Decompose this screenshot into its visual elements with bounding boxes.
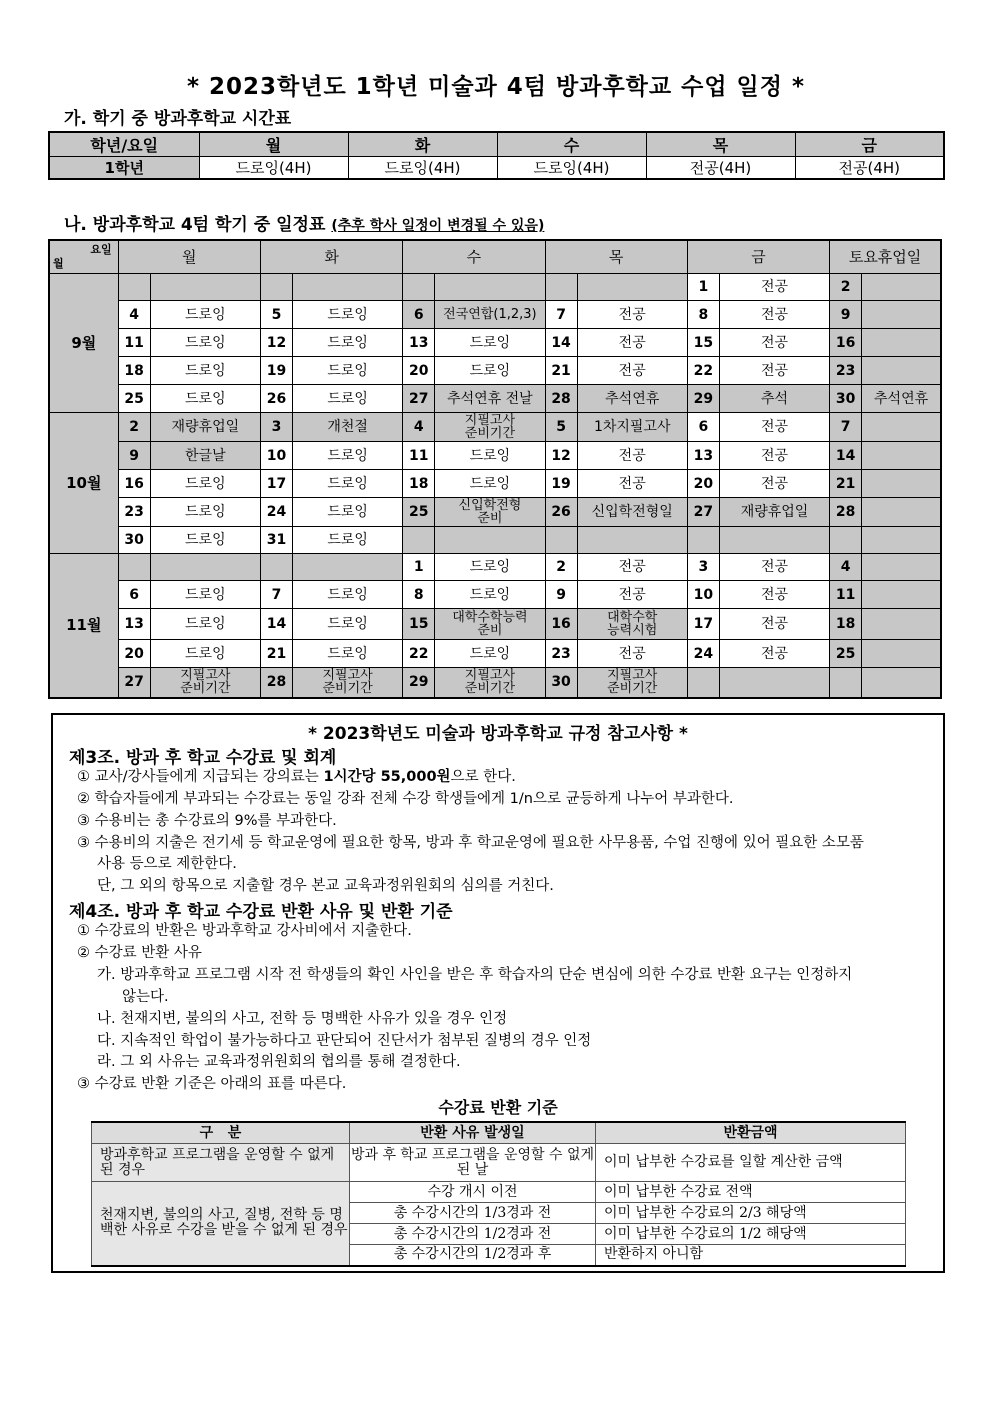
calendar-day: 12 — [260, 329, 292, 357]
calendar-header: 토요휴업일 — [830, 240, 941, 274]
calendar-row — [49, 413, 941, 442]
calendar-event: 드로잉 — [293, 470, 403, 498]
calendar-day: 5 — [260, 301, 292, 329]
calendar-row — [49, 329, 941, 357]
calendar-row — [49, 442, 941, 470]
calendar-row — [49, 357, 941, 385]
article-4-heading: 제4조. 방과 후 학교 수강료 반환 사유 및 반환 기준 — [69, 902, 453, 922]
timetable-cell: 전공(4H) — [795, 157, 944, 180]
calendar-day: 21 — [830, 470, 862, 498]
calendar-day — [830, 668, 862, 698]
calendar-row — [49, 301, 941, 329]
calendar-day: 14 — [545, 329, 577, 357]
calendar-row — [49, 554, 941, 581]
calendar-event: 한글날 — [150, 442, 260, 470]
calendar-day: 16 — [118, 470, 150, 498]
calendar-day: 18 — [403, 470, 435, 498]
refund-category: 방과후학교 프로그램을 운영할 수 없게 된 경우 — [92, 1144, 350, 1182]
article-3-item-4-cont: 사용 등으로 제한한다. — [97, 856, 237, 872]
calendar-event — [862, 329, 941, 357]
calendar-day: 25 — [118, 385, 150, 413]
calendar-event: 드로잉 — [150, 385, 260, 413]
calendar-event: 드로잉 — [293, 385, 403, 413]
corner-day-label: 요일 — [90, 243, 112, 256]
calendar-event: 전공 — [719, 581, 829, 609]
article-3-item-3: ③ 수용비는 총 수강료의 9%를 부과한다. — [77, 813, 337, 829]
timetable-cell: 전공(4H) — [646, 157, 795, 180]
calendar-day: 20 — [403, 357, 435, 385]
calendar-day: 1 — [687, 274, 719, 301]
refund-category: 천재지변, 불의의 사고, 질병, 전학 등 명백한 사유로 수강을 받을 수 없게 된 경우 — [92, 1182, 350, 1266]
calendar-day: 15 — [687, 329, 719, 357]
calendar-day — [687, 527, 719, 554]
calendar-event: 전공 — [719, 301, 829, 329]
calendar-event: 드로잉 — [293, 498, 403, 527]
calendar-event — [862, 301, 941, 329]
calendar-day: 8 — [403, 581, 435, 609]
calendar-day: 22 — [687, 357, 719, 385]
refund-header: 반환금액 — [596, 1122, 906, 1144]
calendar-day: 17 — [260, 470, 292, 498]
calendar-event — [150, 274, 260, 301]
calendar-event: 드로잉 — [150, 581, 260, 609]
calendar-event: 신입학전형 준비 — [435, 498, 545, 527]
article-4-sub-ga-cont: 않는다. — [122, 989, 169, 1005]
calendar-day — [545, 274, 577, 301]
article-3-item-1: ① 교사/강사들에게 지급되는 강의료는 1시간당 55,000원으로 한다. — [77, 769, 516, 785]
calendar-event — [577, 527, 687, 554]
refund-amount: 반환하지 아니함 — [596, 1245, 906, 1266]
calendar-day: 23 — [545, 640, 577, 668]
calendar-event: 드로잉 — [435, 581, 545, 609]
calendar-day: 25 — [830, 640, 862, 668]
calendar-event: 전공 — [719, 640, 829, 668]
calendar-event — [862, 442, 941, 470]
calendar-row — [49, 668, 941, 698]
calendar-event: 드로잉 — [435, 554, 545, 581]
calendar-day: 5 — [545, 413, 577, 442]
calendar-day: 13 — [403, 329, 435, 357]
calendar-event — [862, 413, 941, 442]
corner-month-label: 월 — [53, 257, 64, 270]
calendar-day — [545, 527, 577, 554]
calendar-event: 지필고사 준비기간 — [293, 668, 403, 698]
calendar-day: 7 — [545, 301, 577, 329]
calendar-day: 30 — [118, 527, 150, 554]
calendar-event: 전공 — [719, 554, 829, 581]
calendar-day: 10 — [687, 581, 719, 609]
calendar-event: 개천절 — [293, 413, 403, 442]
article-3-item-2: ② 학습자들에게 부과되는 수강료는 동일 강좌 전체 수강 학생들에게 1/n으로 균등하게 나누어 부과한다. — [77, 791, 734, 807]
calendar-day: 23 — [118, 498, 150, 527]
calendar-day: 29 — [687, 385, 719, 413]
refund-header: 반환 사유 발생일 — [350, 1122, 596, 1144]
refund-amount: 이미 납부한 수강료를 일할 계산한 금액 — [596, 1144, 906, 1182]
calendar-day: 24 — [687, 640, 719, 668]
calendar-day: 27 — [687, 498, 719, 527]
calendar-event: 드로잉 — [435, 470, 545, 498]
timetable-header: 화 — [348, 132, 497, 157]
calendar-day: 14 — [830, 442, 862, 470]
article-4-item-3: ③ 수강료 반환 기준은 아래의 표를 따른다. — [77, 1076, 347, 1092]
refund-when: 총 수강시간의 1/2경과 후 — [350, 1245, 596, 1266]
calendar-header: 월 — [118, 240, 260, 274]
timetable-cell: 드로잉(4H) — [199, 157, 348, 180]
calendar-event: 드로잉 — [435, 357, 545, 385]
calendar-event: 지필고사 준비기간 — [435, 668, 545, 698]
calendar-event — [862, 527, 941, 554]
calendar-event — [862, 581, 941, 609]
timetable-header: 금 — [795, 132, 944, 157]
timetable-header: 목 — [646, 132, 795, 157]
refund-table-caption: 수강료 반환 기준 — [438, 1098, 558, 1117]
calendar-day — [687, 668, 719, 698]
calendar-day — [403, 274, 435, 301]
calendar-event: 드로잉 — [150, 640, 260, 668]
calendar-day: 21 — [260, 640, 292, 668]
timetable-header: 월 — [199, 132, 348, 157]
calendar-event: 드로잉 — [293, 581, 403, 609]
calendar-day: 2 — [118, 413, 150, 442]
calendar-day — [118, 554, 150, 581]
calendar-event — [293, 554, 403, 581]
calendar-event: 드로잉 — [435, 442, 545, 470]
calendar-day: 3 — [687, 554, 719, 581]
calendar-event: 대학수학능력 준비 — [435, 609, 545, 640]
calendar-event: 드로잉 — [435, 329, 545, 357]
calendar-event — [862, 357, 941, 385]
calendar-event: 전공 — [577, 581, 687, 609]
timetable-cell: 드로잉(4H) — [348, 157, 497, 180]
calendar-day: 30 — [545, 668, 577, 698]
timetable-header: 학년/요일 — [49, 132, 199, 157]
article-4-item-1: ① 수강료의 반환은 방과후학교 강사비에서 지출한다. — [77, 923, 412, 939]
refund-amount: 이미 납부한 수강료 전액 — [596, 1182, 906, 1203]
article-4-sub-ra: 라. 그 외 사유는 교육과정위원회의 협의를 통해 결정한다. — [97, 1054, 461, 1070]
refund-when: 수강 개시 이전 — [350, 1182, 596, 1203]
calendar-day: 6 — [118, 581, 150, 609]
calendar-day: 28 — [545, 385, 577, 413]
calendar-event — [862, 640, 941, 668]
calendar-day: 20 — [118, 640, 150, 668]
calendar-event: 재량휴업일 — [719, 498, 829, 527]
calendar-day: 16 — [830, 329, 862, 357]
calendar-row — [49, 640, 941, 668]
calendar-day: 26 — [545, 498, 577, 527]
rules-title: * 2023학년도 미술과 방과후학교 규정 참고사항 * — [308, 724, 688, 744]
calendar-header: 금 — [687, 240, 829, 274]
calendar-day: 3 — [260, 413, 292, 442]
calendar-day: 20 — [687, 470, 719, 498]
article-4-item-2: ② 수강료 반환 사유 — [77, 945, 202, 961]
calendar-event — [862, 668, 941, 698]
calendar-day: 27 — [403, 385, 435, 413]
calendar-day — [830, 527, 862, 554]
corner-cell — [49, 240, 118, 274]
calendar-event: 추석 — [719, 385, 829, 413]
section-b-title: 나. 방과후학교 4텀 학기 중 일정표 — [64, 215, 326, 235]
article-4-sub-na: 나. 천재지변, 불의의 사고, 전학 등 명백한 사유가 있을 경우 인정 — [97, 1011, 508, 1027]
month-label: 10월 — [49, 413, 118, 554]
calendar-day: 24 — [260, 498, 292, 527]
section-b-note: (추후 학사 일정이 변경될 수 있음) — [331, 218, 545, 234]
calendar-event: 전공 — [577, 442, 687, 470]
calendar-event: 전공 — [577, 357, 687, 385]
calendar-event: 드로잉 — [150, 498, 260, 527]
calendar-day — [403, 527, 435, 554]
calendar-day: 18 — [118, 357, 150, 385]
calendar-event — [862, 554, 941, 581]
month-label: 11월 — [49, 554, 118, 698]
rules-box — [51, 713, 945, 1273]
calendar-day — [118, 274, 150, 301]
calendar-row — [49, 385, 941, 413]
calendar-event: 전공 — [719, 274, 829, 301]
article-3-item-4: ③ 수용비의 지출은 전기세 등 학교운영에 필요한 항목, 방과 후 학교운영에 필요한 사무용품, 수업 진행에 있어 필요한 소모품 — [77, 835, 864, 851]
calendar-event — [719, 527, 829, 554]
calendar-event: 드로잉 — [150, 357, 260, 385]
timetable — [48, 131, 945, 180]
calendar-event: 드로잉 — [293, 301, 403, 329]
article-3-item-4-note: 단, 그 외의 항목으로 지출할 경우 본교 교육과정위원회의 심의를 거친다. — [97, 878, 554, 894]
calendar-header: 목 — [545, 240, 687, 274]
month-label: 9월 — [49, 274, 118, 413]
calendar-event: 드로잉 — [293, 527, 403, 554]
calendar-day: 21 — [545, 357, 577, 385]
calendar-day: 22 — [403, 640, 435, 668]
calendar-day: 19 — [545, 470, 577, 498]
calendar-row — [49, 527, 941, 554]
calendar-event: 드로잉 — [293, 329, 403, 357]
calendar-day: 26 — [260, 385, 292, 413]
calendar-event: 전공 — [719, 470, 829, 498]
calendar-event: 드로잉 — [435, 640, 545, 668]
calendar-day: 14 — [260, 609, 292, 640]
calendar-day: 29 — [403, 668, 435, 698]
calendar-event — [862, 609, 941, 640]
calendar-day: 19 — [260, 357, 292, 385]
calendar-event: 지필고사 준비기간 — [577, 668, 687, 698]
calendar-day: 4 — [830, 554, 862, 581]
calendar-event: 전공 — [577, 554, 687, 581]
calendar-event: 추석연휴 — [577, 385, 687, 413]
calendar-event: 전공 — [719, 329, 829, 357]
calendar-event — [719, 668, 829, 698]
article-4-sub-da: 다. 지속적인 학업이 불가능하다고 판단되어 진단서가 첨부된 질병의 경우 인정 — [97, 1033, 592, 1049]
calendar-day: 12 — [545, 442, 577, 470]
calendar-event: 전공 — [577, 470, 687, 498]
calendar-day: 6 — [403, 301, 435, 329]
calendar-event — [150, 554, 260, 581]
calendar-event: 드로잉 — [150, 329, 260, 357]
calendar-day: 18 — [830, 609, 862, 640]
calendar-event: 드로잉 — [293, 357, 403, 385]
calendar-event: 대학수학 능력시험 — [577, 609, 687, 640]
calendar-day: 25 — [403, 498, 435, 527]
section-a-heading: 가. 학기 중 방과후학교 시간표 — [64, 109, 292, 129]
calendar-day: 7 — [260, 581, 292, 609]
calendar-header: 수 — [403, 240, 545, 274]
calendar-event: 전공 — [577, 301, 687, 329]
calendar-event — [862, 470, 941, 498]
calendar-row — [49, 581, 941, 609]
calendar-event: 전공 — [719, 609, 829, 640]
calendar-day: 4 — [403, 413, 435, 442]
calendar-row — [49, 609, 941, 640]
refund-when: 총 수강시간의 1/2경과 전 — [350, 1224, 596, 1245]
calendar-day: 8 — [687, 301, 719, 329]
timetable-grade: 1학년 — [49, 157, 199, 180]
calendar-day — [260, 554, 292, 581]
calendar-day: 31 — [260, 527, 292, 554]
calendar-day: 4 — [118, 301, 150, 329]
calendar-day: 15 — [403, 609, 435, 640]
calendar-day: 9 — [118, 442, 150, 470]
article-4-sub-ga: 가. 방과후학교 프로그램 시작 전 학생들의 확인 사인을 받은 후 학습자의 단순 변심에 의한 수강료 반환 요구는 인정하지 — [97, 967, 853, 983]
calendar-day: 13 — [118, 609, 150, 640]
calendar-event: 전공 — [719, 413, 829, 442]
section-b-heading — [64, 210, 544, 235]
calendar-event: 전공 — [719, 357, 829, 385]
calendar-day: 9 — [830, 301, 862, 329]
calendar-day: 10 — [260, 442, 292, 470]
calendar-day: 11 — [403, 442, 435, 470]
calendar-event: 드로잉 — [293, 442, 403, 470]
calendar-row — [49, 470, 941, 498]
calendar-event: 추석연휴 — [862, 385, 941, 413]
refund-amount: 이미 납부한 수강료의 2/3 해당액 — [596, 1203, 906, 1224]
calendar-event — [435, 274, 545, 301]
calendar-day: 28 — [260, 668, 292, 698]
calendar-day: 13 — [687, 442, 719, 470]
refund-table — [91, 1121, 906, 1267]
calendar-day: 27 — [118, 668, 150, 698]
calendar-day: 11 — [830, 581, 862, 609]
calendar-event: 드로잉 — [293, 609, 403, 640]
calendar-event: 드로잉 — [150, 470, 260, 498]
calendar-row — [49, 498, 941, 527]
calendar-day: 30 — [830, 385, 862, 413]
calendar-day: 9 — [545, 581, 577, 609]
calendar-day: 16 — [545, 609, 577, 640]
calendar-day: 2 — [830, 274, 862, 301]
schedule-calendar — [48, 239, 942, 699]
calendar-row — [49, 274, 941, 301]
calendar-day: 1 — [403, 554, 435, 581]
calendar-event: 드로잉 — [150, 527, 260, 554]
page-title: * 2023학년도 1학년 미술과 4텀 방과후학교 수업 일정 * — [186, 74, 806, 100]
calendar-day: 2 — [545, 554, 577, 581]
calendar-event: 1차지필고사 — [577, 413, 687, 442]
calendar-event: 지필고사 준비기간 — [150, 668, 260, 698]
calendar-event: 지필고사 준비기간 — [435, 413, 545, 442]
calendar-event: 드로잉 — [293, 640, 403, 668]
calendar-header: 화 — [260, 240, 402, 274]
timetable-header: 수 — [497, 132, 646, 157]
calendar-event: 전공 — [577, 640, 687, 668]
calendar-event — [862, 274, 941, 301]
calendar-day: 6 — [687, 413, 719, 442]
calendar-event — [577, 274, 687, 301]
calendar-day: 7 — [830, 413, 862, 442]
calendar-day: 17 — [687, 609, 719, 640]
timetable-cell: 드로잉(4H) — [497, 157, 646, 180]
article-3-heading: 제3조. 방과 후 학교 수강료 및 회계 — [69, 748, 337, 768]
calendar-event: 전국연합(1,2,3) — [435, 301, 545, 329]
calendar-event: 전공 — [577, 329, 687, 357]
calendar-day — [260, 274, 292, 301]
refund-amount: 이미 납부한 수강료의 1/2 해당액 — [596, 1224, 906, 1245]
calendar-event: 추석연휴 전날 — [435, 385, 545, 413]
calendar-day: 11 — [118, 329, 150, 357]
refund-when: 총 수강시간의 1/3경과 전 — [350, 1203, 596, 1224]
calendar-event: 드로잉 — [150, 609, 260, 640]
calendar-day: 23 — [830, 357, 862, 385]
calendar-event — [862, 498, 941, 527]
calendar-event: 재량휴업일 — [150, 413, 260, 442]
calendar-event: 전공 — [719, 442, 829, 470]
calendar-event — [293, 274, 403, 301]
calendar-event: 드로잉 — [150, 301, 260, 329]
calendar-event: 신입학전형일 — [577, 498, 687, 527]
refund-when: 방과 후 학교 프로그램을 운영할 수 없게 된 날 — [350, 1144, 596, 1182]
calendar-day: 28 — [830, 498, 862, 527]
calendar-event — [435, 527, 545, 554]
refund-header: 구 분 — [92, 1122, 350, 1144]
